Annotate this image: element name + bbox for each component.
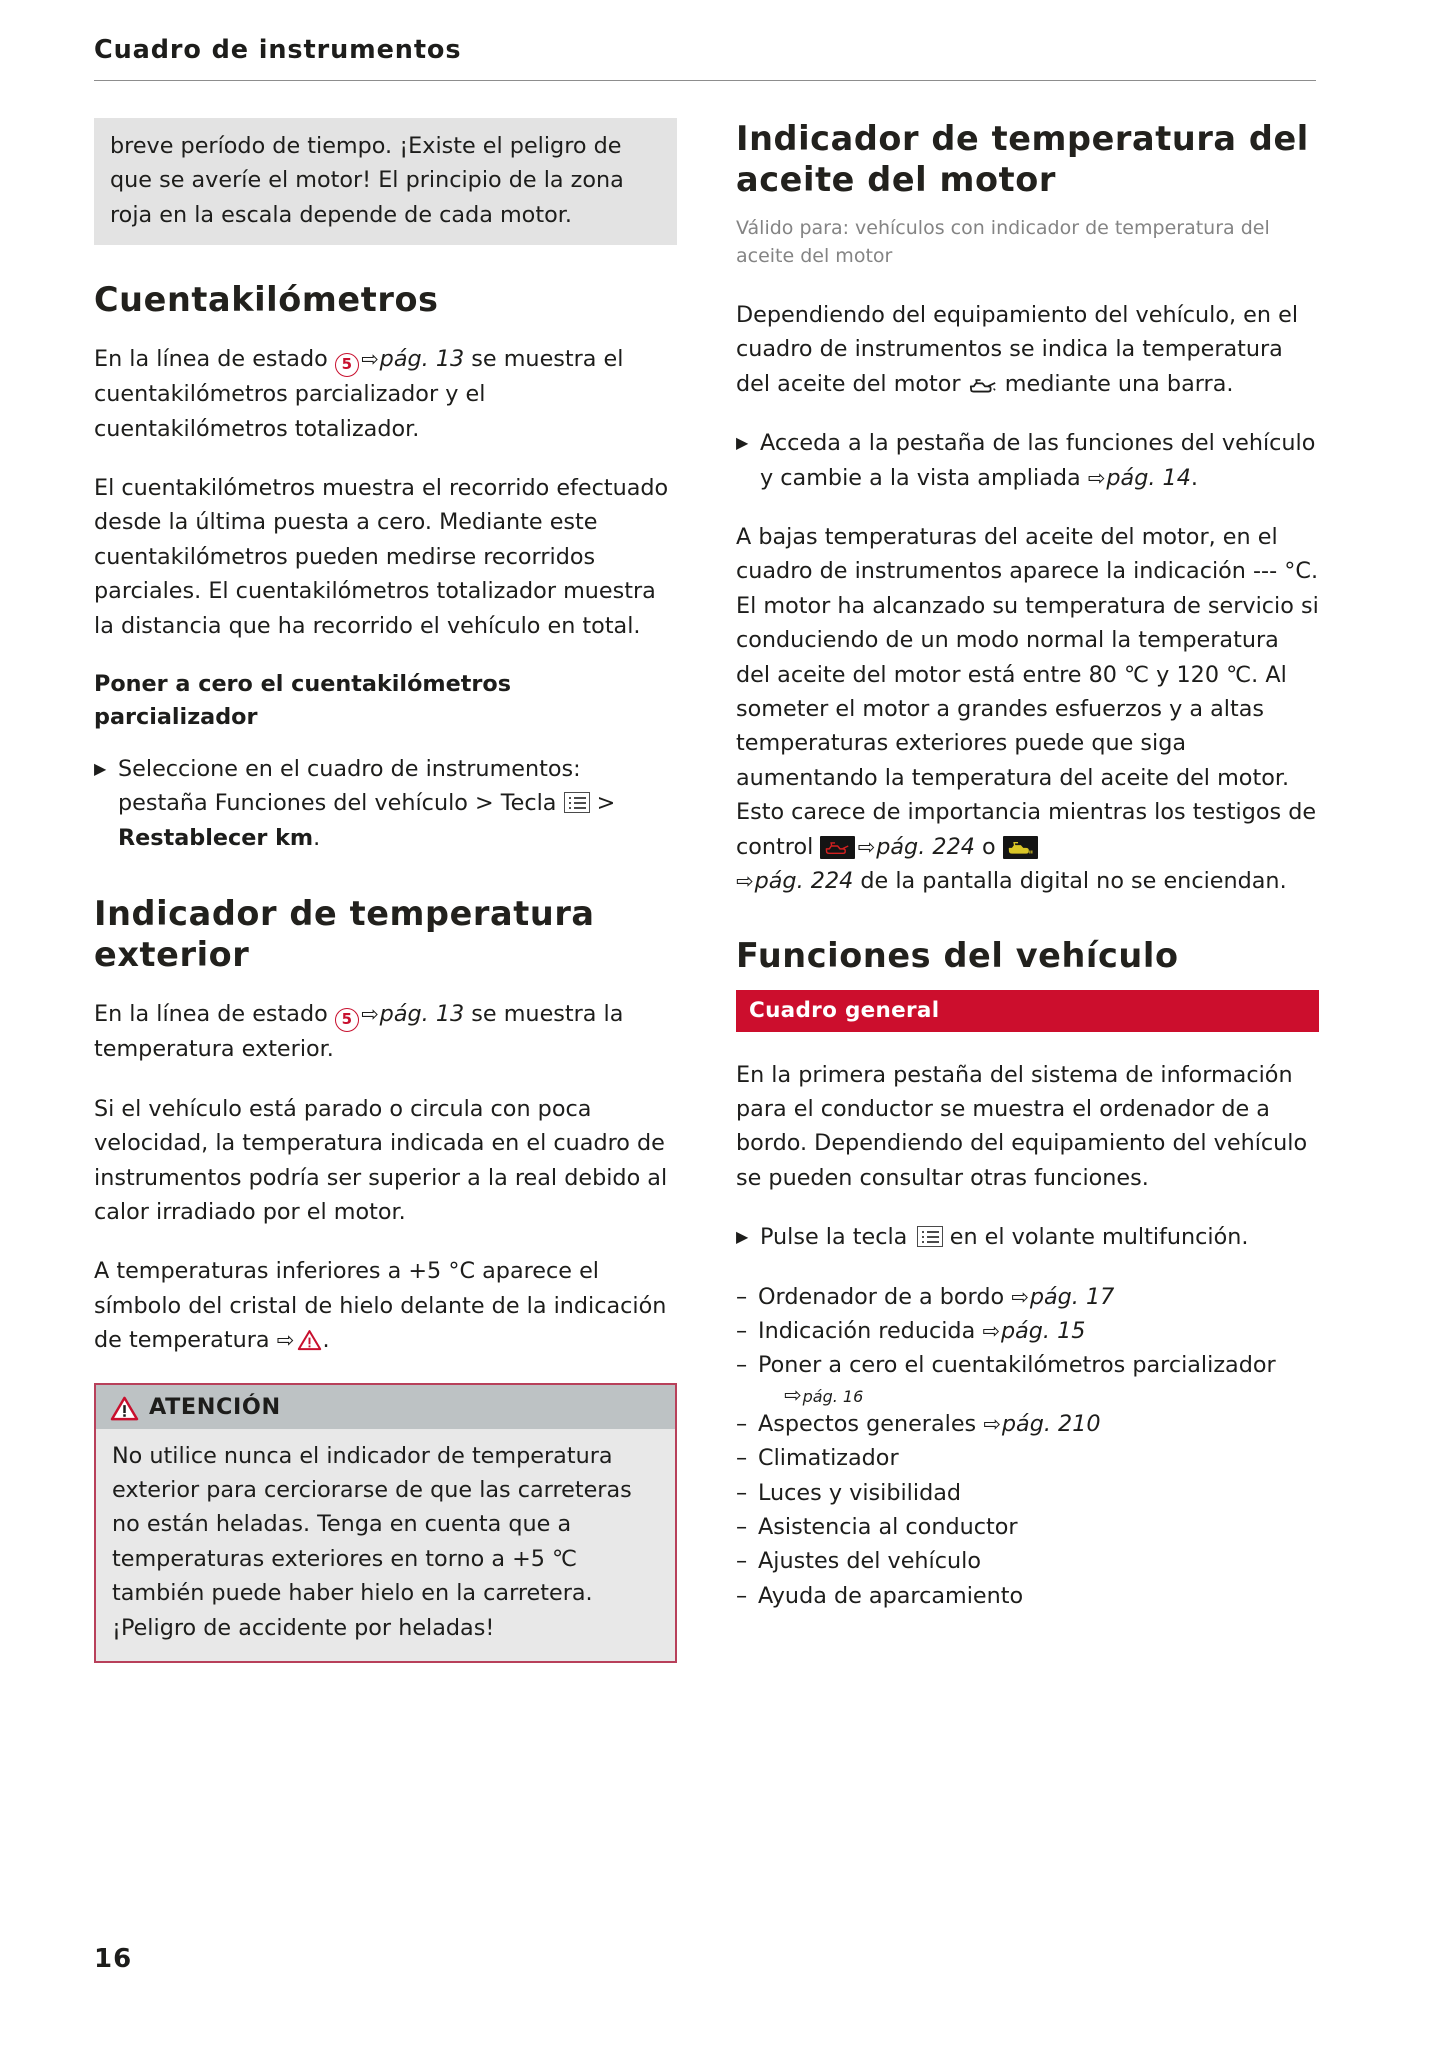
reset-trip-bullet <box>94 752 677 855</box>
heading-cuentakilometros: Cuentakilómetros <box>94 280 439 320</box>
press-key-pre: Pulse la tecla <box>760 1224 915 1251</box>
outside-temp-paragraph-3 <box>94 1254 677 1357</box>
atencion-title: ATENCIÓN <box>149 1393 281 1420</box>
list-item <box>736 1441 1319 1475</box>
reference-arrow-icon-9: ⇨ <box>784 1382 802 1407</box>
warning-triangle-icon-inline <box>297 1327 322 1349</box>
heading-funciones-vehiculo: Funciones del vehículo <box>736 935 1179 975</box>
oil-p1-pre: Dependiendo del equipamiento del vehículo, en el cuadro de instrumentos se indica la temperatura del aceite del motor <box>736 302 1299 397</box>
oil-can-icon <box>968 371 998 391</box>
page-number: 16 <box>94 1944 133 1974</box>
reference-arrow-icon-5: ⇨ <box>857 834 876 859</box>
subheading-reset-trip: Poner a cero el cuentakilómetros parcializador <box>94 671 511 731</box>
list-item-label: Ajustes del vehículo <box>758 1548 981 1575</box>
oil-pressure-warning-icon <box>820 836 855 859</box>
list-item <box>736 1314 1319 1348</box>
outside-temp-paragraph-1 <box>94 997 677 1066</box>
oil-bullet-ref: pág. 14 <box>1106 464 1191 491</box>
oil-bullet-post: . <box>1190 464 1199 491</box>
menu-key-icon-2 <box>917 1226 943 1247</box>
reference-arrow-icon-6: ⇨ <box>736 869 754 894</box>
list-item-text <box>758 1348 1319 1382</box>
list-item-label: Asistencia al conductor <box>758 1513 1018 1540</box>
vehicle-functions-list <box>736 1280 1319 1614</box>
menu-key-icon <box>564 792 590 813</box>
list-item <box>736 1280 1319 1314</box>
oil-temp-bullet <box>736 426 1319 495</box>
odometer-p1-ref: pág. 13 <box>379 346 465 373</box>
list-item-ref: pág. 15 <box>1000 1317 1086 1344</box>
dash-marker: – <box>736 1548 748 1575</box>
odometer-p1-post: se muestra el cuentakilómetros parcializador y el cuentakilómetros totalizador. <box>94 346 624 442</box>
reset-trip-bullet-text <box>118 752 677 855</box>
list-item-label: Climatizador <box>758 1445 899 1472</box>
oil-temp-bullet-text <box>760 426 1319 495</box>
list-item-ref: pág. 16 <box>802 1386 864 1406</box>
list-item <box>736 1510 1319 1544</box>
oil-p2-ref1: pág. 224 <box>876 833 975 860</box>
list-item-ref: pág. 17 <box>1029 1283 1115 1310</box>
outside-p3-pre: A temperaturas inferiores a +5 °C aparece el símbolo del cristal de hielo delante de la indicación de temperatura <box>94 1258 667 1354</box>
oil-p2-b: o <box>974 833 1003 860</box>
list-item-label: Ayuda de aparcamiento <box>758 1582 1024 1609</box>
left-column <box>94 118 677 1663</box>
heading-temperatura-exterior: Indicador de temperatura exterior <box>94 894 595 975</box>
list-item-label: Luces y visibilidad <box>758 1479 962 1506</box>
oil-p1-post: mediante una barra. <box>997 370 1234 397</box>
continuation-note: breve período de tiempo. ¡Existe el peligro de que se averíe el motor! El principio de la zona roja en la escala depende de cada motor. <box>94 118 677 245</box>
reference-arrow-icon-4: ⇨ <box>1087 465 1106 490</box>
running-head-rule <box>94 80 1316 81</box>
list-item-label: Indicación reducida <box>758 1317 976 1344</box>
list-item-continuation <box>736 1383 1319 1407</box>
list-item <box>736 1407 1319 1441</box>
valid-for-note: Válido para: vehículos con indicador de temperatura del aceite del motor <box>736 217 1270 267</box>
status-line-marker-5: 5 <box>335 353 359 377</box>
reference-arrow-icon-3: ⇨ <box>276 1328 295 1353</box>
reference-arrow-icon: ⇨ <box>361 347 379 372</box>
dash-marker: – <box>736 1445 748 1472</box>
dash-marker: – <box>736 1479 748 1506</box>
list-item-text <box>758 1280 1319 1314</box>
oil-p2-a: A bajas temperaturas del aceite del motor, en el cuadro de instrumentos aparece la indicación --- °C. El motor ha alcanzado su temperatura de servicio si conduciendo de un modo normal la temperatura del aceite del motor está entre 80 ℃ y 120 ℃. Al someter el motor a grandes esfuerzos y a altas temperaturas exteriores puede que siga aumentando la temperatura del aceite del motor. Esto carece de importancia mientras los testigos de control <box>736 524 1319 860</box>
bullet-triangle-icon-3: ▶ <box>736 1227 749 1247</box>
atencion-body: No utilice nunca el indicador de temperatura exterior para cerciorarse de que las carreteras no están heladas. Tenga en cuenta que a temperaturas exteriores en torno a +5 ℃ también puede haber hielo en la carretera. ¡Peligro de accidente por heladas! <box>96 1429 675 1661</box>
oil-temp-paragraph-2 <box>736 520 1319 898</box>
press-key-bullet <box>736 1220 1319 1254</box>
dash-marker: – <box>736 1410 748 1437</box>
reset-bullet-end: . <box>313 824 321 851</box>
oil-p2-ref2: pág. 224 <box>754 868 854 895</box>
odometer-paragraph-1 <box>94 342 677 446</box>
atencion-header <box>96 1385 675 1429</box>
odometer-paragraph-2: El cuentakilómetros muestra el recorrido efectuado desde la última puesta a cero. Mediante este cuentakilómetros pueden medirse recorridos parciales. El cuentakilómetros totalizador muestra la distancia que ha recorrido el vehículo en total. <box>94 475 669 639</box>
list-item-text <box>758 1407 1319 1441</box>
running-head-title: Cuadro de instrumentos <box>94 35 462 65</box>
dash-marker: – <box>736 1582 748 1609</box>
warning-triangle-icon <box>110 1396 135 1418</box>
atencion-warning-box <box>94 1383 677 1663</box>
list-item-text <box>758 1314 1319 1348</box>
oil-level-warning-icon <box>1003 836 1038 859</box>
dash-marker: – <box>736 1283 748 1310</box>
outside-p1-pre: En la línea de estado <box>94 1001 335 1028</box>
list-item-label: Poner a cero el cuentakilómetros parcializador <box>758 1352 1276 1379</box>
list-item-label: Aspectos generales <box>758 1410 977 1437</box>
reference-arrow-icon-10: ⇨ <box>983 1411 1001 1436</box>
reference-arrow-icon-2: ⇨ <box>361 1002 379 1027</box>
odometer-p1-pre: En la línea de estado <box>94 346 335 373</box>
reset-bullet-bold: Restablecer km <box>118 824 314 851</box>
bullet-triangle-icon: ▶ <box>94 759 107 779</box>
outside-p1-ref: pág. 13 <box>379 1001 465 1028</box>
running-head <box>94 36 1316 81</box>
outside-p3-post: . <box>322 1327 330 1354</box>
dash-marker: – <box>736 1513 748 1540</box>
dash-marker: – <box>736 1352 748 1379</box>
press-key-post: en el volante multifunción. <box>942 1224 1249 1251</box>
oil-temp-paragraph-1 <box>736 298 1319 401</box>
vehicle-functions-paragraph-1: En la primera pestaña del sistema de información para el conductor se muestra el ordenador de a bordo. Dependiendo del equipamiento del vehículo se pueden consultar otras funciones. <box>736 1061 1308 1191</box>
outside-p1-post: se muestra la temperatura exterior. <box>94 1001 624 1063</box>
section-banner-cuadro-general: Cuadro general <box>736 990 1319 1032</box>
list-item <box>736 1348 1319 1382</box>
right-column <box>736 118 1319 1663</box>
dash-marker: – <box>736 1317 748 1344</box>
reset-bullet-post: > <box>589 790 616 817</box>
oil-bullet-pre: Acceda a la pestaña de las funciones del vehículo y cambie a la vista ampliada <box>760 430 1316 491</box>
list-item <box>736 1579 1319 1613</box>
press-key-bullet-text <box>760 1220 1319 1254</box>
status-line-marker-5b: 5 <box>335 1008 359 1032</box>
list-item-ref: pág. 210 <box>1001 1410 1101 1437</box>
reference-arrow-icon-8: ⇨ <box>982 1318 1000 1343</box>
list-item <box>736 1476 1319 1510</box>
bullet-triangle-icon-2: ▶ <box>736 433 749 453</box>
heading-temperatura-aceite: Indicador de temperatura del aceite del motor <box>736 119 1309 199</box>
list-item-label: Ordenador de a bordo <box>758 1283 1005 1310</box>
list-item <box>736 1544 1319 1578</box>
two-column-body <box>94 118 1319 1663</box>
reference-arrow-icon-7: ⇨ <box>1011 1284 1029 1309</box>
oil-p2-c: de la pantalla digital no se enciendan. <box>853 868 1287 895</box>
reset-bullet-pre: Seleccione en el cuadro de instrumentos: pestaña Funciones del vehículo > Tecla <box>118 756 581 817</box>
outside-temp-paragraph-2: Si el vehículo está parado o circula con poca velocidad, la temperatura indicada en el cuadro de instrumentos podría ser superior a la real debido al calor irradiado por el motor. <box>94 1095 668 1225</box>
